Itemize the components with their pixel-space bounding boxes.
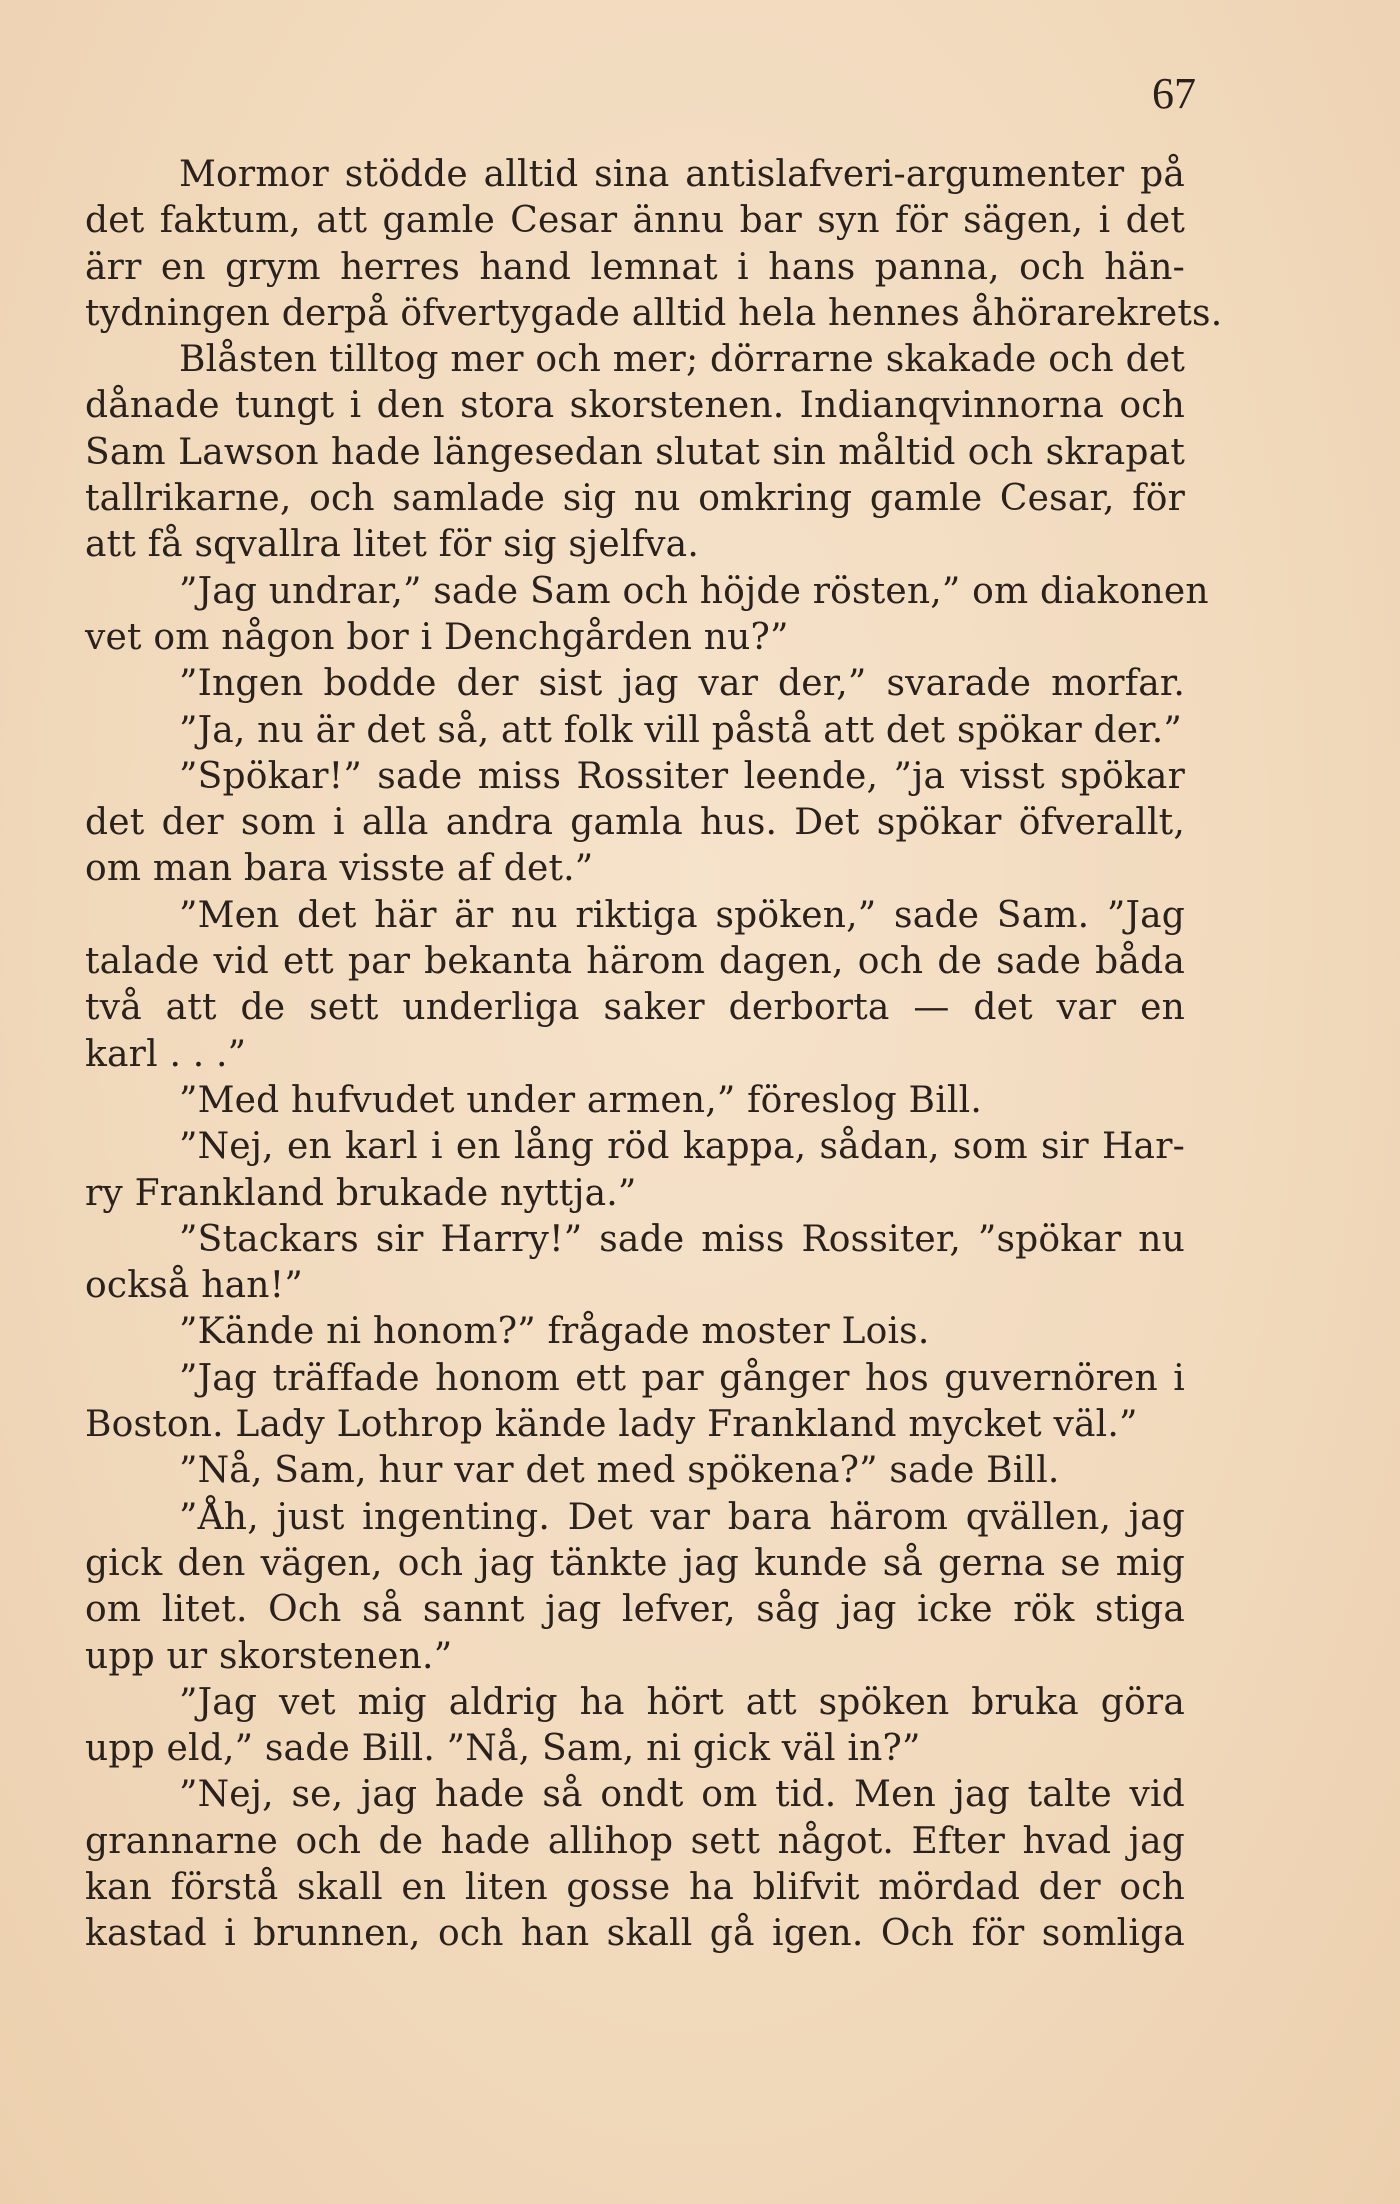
text-line: kastad i brunnen, och han skall gå igen. Och för somliga [85, 1913, 1185, 1955]
text-line: Mormor stödde alltid sina antislafveri-argumenter på [179, 154, 1185, 195]
text-line: grannarne och de hade allihop sett något. Efter hvad jag [85, 1820, 1185, 1862]
text-line: Blåsten tilltog mer och mer; dörrarne skakade och det [179, 339, 1185, 381]
text-line: ”Jag vet mig aldrig ha hört att spöken bruka göra [179, 1681, 1185, 1723]
text-line: ”Jag träffade honom ett par gånger hos guvernören i [179, 1357, 1185, 1399]
text-line: ”Nå, Sam, hur var det med spökena?” sade Bill. [179, 1450, 1060, 1492]
text-line: ”Ja, nu är det så, att folk vill påstå att det spökar der.” [179, 709, 1182, 751]
text-line: att få sqvallra litet för sig sjelfva. [85, 524, 699, 566]
text-line: också han!” [85, 1265, 303, 1307]
text-line: dånade tungt i den stora skorstenen. Indianqvinnorna och [85, 385, 1185, 427]
text-line: det der som i alla andra gamla hus. Det spökar öfverallt, [85, 802, 1185, 844]
text-line: talade vid ett par bekanta härom dagen, och de sade båda [85, 941, 1185, 983]
text-line: ”Nej, se, jag hade så ondt om tid. Men jag talte vid [179, 1774, 1185, 1816]
text-line: kan förstå skall en liten gosse ha blifvit mördad der och [85, 1866, 1185, 1908]
text-line: ”Spökar!” sade miss Rossiter leende, ”ja visst spökar [179, 755, 1185, 797]
text-line: karl . . .” [85, 1033, 247, 1075]
text-line: ärr en grym herres hand lemnat i hans panna, och hän- [85, 246, 1185, 288]
text-line: ”Jag undrar,” sade Sam och höjde rösten,” om diakonen [179, 570, 1209, 612]
text-line: Sam Lawson hade längesedan slutat sin måltid och skrapat [85, 431, 1185, 473]
text-line: ”Ingen bodde der sist jag var der,” svarade morfar. [179, 663, 1185, 705]
text-line: tallrikarne, och samlade sig nu omkring gamle Cesar, för [85, 478, 1185, 520]
text-line: upp ur skorstenen.” [85, 1635, 453, 1677]
text-line: tydningen derpå öfvertygade alltid hela hennes åhörarekrets. [85, 292, 1223, 334]
body-text [85, 152, 1223, 1958]
text-line: om litet. Och så sannt jag lefver, såg jag icke rök stiga [85, 1589, 1185, 1631]
text-line: ”Med hufvudet under armen,” föreslog Bill. [179, 1079, 983, 1121]
text-line: upp eld,” sade Bill. ”Nå, Sam, ni gick väl in?” [85, 1728, 921, 1770]
text-line: Boston. Lady Lothrop kände lady Frankland mycket väl.” [85, 1404, 1138, 1446]
text-line: ”Men det här är nu riktiga spöken,” sade Sam. ”Jag [179, 894, 1185, 936]
text-line: ”Nej, en karl i en lång röd kappa, sådan, som sir Har- [179, 1126, 1185, 1168]
text-line: vet om någon bor i Denchgården nu?” [85, 616, 789, 658]
text-line: gick den vägen, och jag tänkte jag kunde så gerna se mig [85, 1542, 1185, 1584]
text-line: om man bara visste af det.” [85, 848, 594, 890]
text-line: ”Åh, just ingenting. Det var bara härom qvällen, jag [179, 1496, 1185, 1538]
text-line: ry Frankland brukade nyttja.” [85, 1172, 637, 1214]
page-number: 67 [1152, 69, 1196, 118]
text-line: två att de sett underliga saker derborta — det var en [85, 987, 1185, 1029]
text-line: det faktum, att gamle Cesar ännu bar syn för sägen, i det [85, 200, 1185, 242]
text-line: ”Stackars sir Harry!” sade miss Rossiter, ”spökar nu [179, 1218, 1185, 1260]
text-line: ”Kände ni honom?” frågade moster Lois. [179, 1311, 930, 1353]
